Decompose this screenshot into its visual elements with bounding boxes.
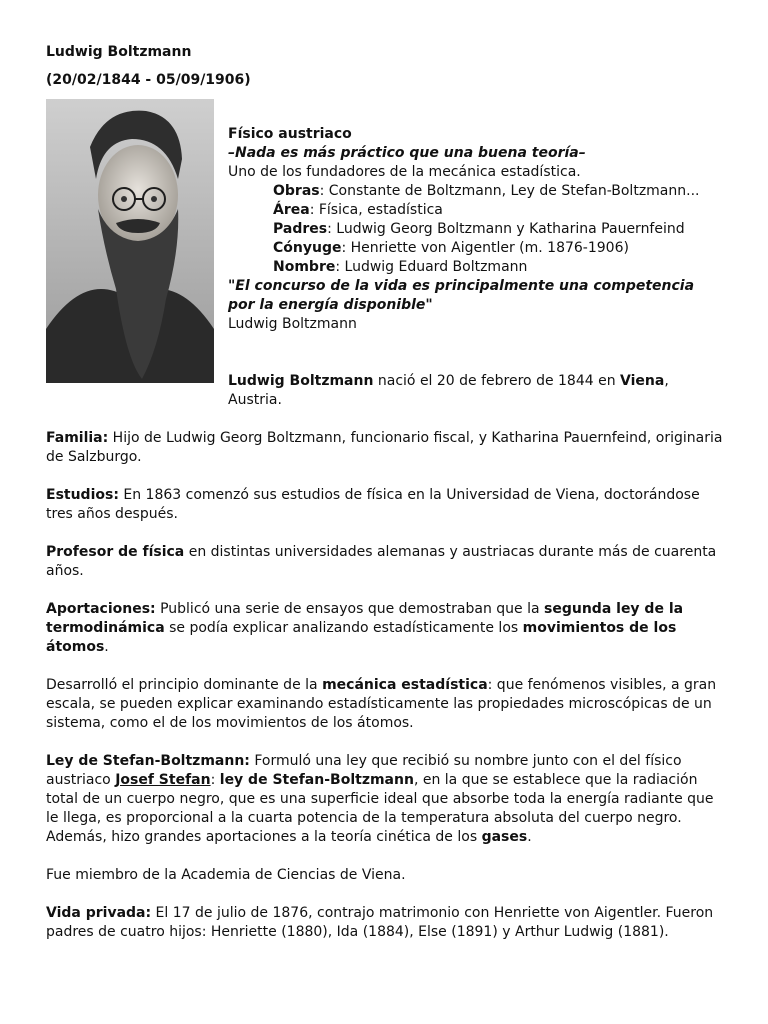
infobox-motto: –Nada es más práctico que una buena teoría– bbox=[228, 145, 586, 161]
infobox-field-nombre: Nombre: Ludwig Eduard Boltzmann bbox=[273, 259, 528, 275]
paragraph-aportaciones: Aportaciones: Publicó una serie de ensayos que demostraban que la segunda ley de la termodinámica se podía explicar analizando estadísticamente los movimientos de los átomos. bbox=[46, 601, 684, 655]
infobox-field-area: Área: Física, estadística bbox=[273, 202, 443, 218]
infobox-summary: Uno de los fundadores de la mecánica estadística. bbox=[228, 164, 581, 180]
infobox-field-padres: Padres: Ludwig Georg Boltzmann y Katharina Pauernfeind bbox=[273, 221, 685, 237]
portrait-photo bbox=[46, 99, 214, 383]
paragraph-ley: Ley de Stefan-Boltzmann: Formuló una ley que recibió su nombre junto con el del físico austriaco Josef Stefan: ley de Stefan-Boltzmann, en la que se establece que la radiación total de un cuerpo negro, que es una superficie ideal que absorbe toda la energía radiante que le llega, es proporcional a la cuarta potencia de la temperatura absoluta del cuerpo negro. Además, hizo grandes aportaciones a la teoría cinética de los gases. bbox=[46, 753, 714, 845]
paragraph-familia: Familia: Hijo de Ludwig Georg Boltzmann, funcionario fiscal, y Katharina Pauernfeind, originaria de Salzburgo. bbox=[46, 430, 723, 465]
infobox bbox=[228, 125, 723, 383]
paragraph-vida-privada: Vida privada: El 17 de julio de 1876, contrajo matrimonio con Henriette von Aigentler. Fueron padres de cuatro hijos: Henriette (1880), Ida (1884), Else (1891) y Arthur Ludwig (1881). bbox=[46, 905, 714, 940]
paragraph-desarrollo: Desarrolló el principio dominante de la mecánica estadística: que fenómenos visibles, a gran escala, se pueden explicar examinando estadísticamente las propiedades microscópicas de un sistema, como el de los movimientos de los átomos. bbox=[46, 677, 717, 731]
paragraph-birth: Ludwig Boltzmann nació el 20 de febrero de 1844 en Viena, Austria. bbox=[228, 373, 669, 408]
document-page bbox=[46, 43, 726, 942]
paragraph-estudios: Estudios: En 1863 comenzó sus estudios de física en la Universidad de Viena, doctorándose tres años después. bbox=[46, 487, 700, 522]
infobox-field-obras: Obras: Constante de Boltzmann, Ley de Stefan-Boltzmann... bbox=[273, 183, 700, 199]
infobox-quote-author: Ludwig Boltzmann bbox=[228, 316, 357, 332]
life-dates: (20/02/1844 - 05/09/1906) bbox=[46, 72, 251, 88]
page-title: Ludwig Boltzmann bbox=[46, 44, 192, 60]
infobox-role: Físico austriaco bbox=[228, 126, 352, 142]
infobox-field-conyuge: Cónyuge: Henriette von Aigentler (m. 1876-1906) bbox=[273, 240, 629, 256]
paragraph-profesor: Profesor de física en distintas universidades alemanas y austriacas durante más de cuarenta años. bbox=[46, 544, 717, 579]
top-section bbox=[46, 99, 726, 383]
infobox-quote: "El concurso de la vida es principalmente una competencia por la energía disponible" bbox=[228, 278, 695, 313]
josef-stefan-link[interactable]: Josef Stefan bbox=[115, 772, 211, 788]
paragraph-academia: Fue miembro de la Academia de Ciencias de Viena. bbox=[46, 867, 406, 883]
